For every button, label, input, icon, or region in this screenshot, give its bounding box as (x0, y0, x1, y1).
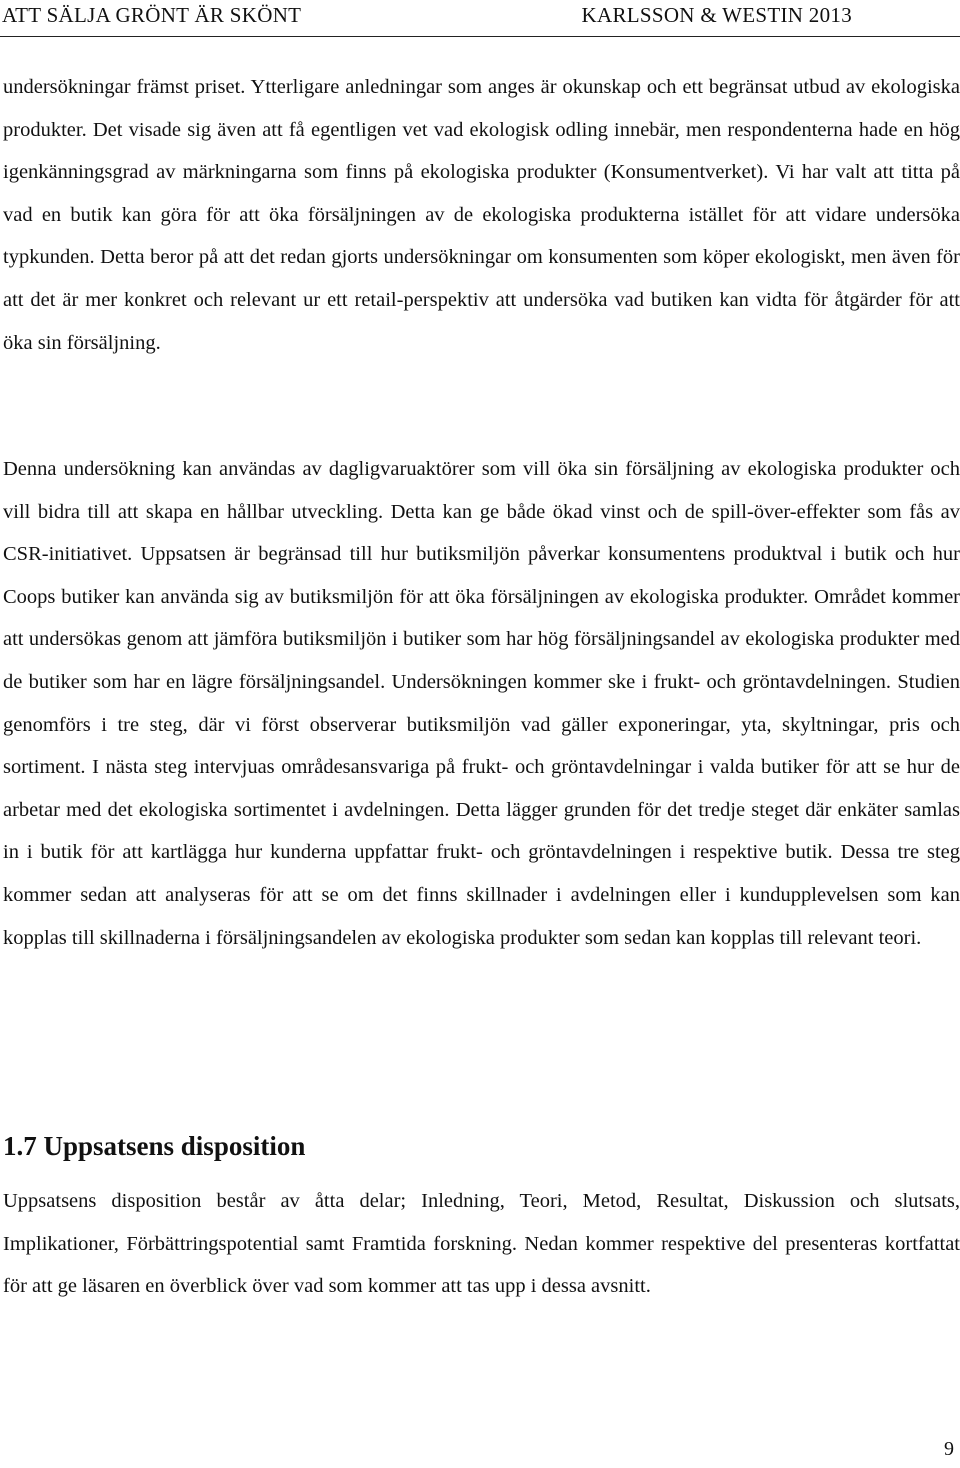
page-number: 9 (944, 1438, 954, 1460)
section-heading: 1.7 Uppsatsens disposition (3, 1131, 306, 1161)
body-paragraph: Denna undersökning kan användas av dagligvaruaktörer som vill öka sin försäljning av ekologiska produkter och vill bidra till att skapa en hållbar utveckling. Detta kan ge både ökad vinst och de spill-över-effekter som fås av CSR-initiativet. Uppsatsen är begränsad till hur butiksmiljön påverkar konsumentens produktval i butik och hur Coops butiker kan använda sig av butiksmiljön för att öka försäljningen av ekologiska produkter. Området kommer att undersökas genom att jämföra butiksmiljön i butiker som har hög försäljningsandel av ekologiska produkter med de butiker som har en lägre försäljningsandel. Undersökningen kommer ske i frukt- och gröntavdelningen. Studien genomförs i tre steg, där vi först observerar butiksmiljön vad gäller exponeringar, yta, skyltningar, pris och sortiment. I nästa steg intervjuas områdesansvariga på frukt- och gröntavdelningar i valda butiker för att se hur de arbetar med det ekologiska sortimentet i avdelningen. Detta lägger grunden för det tredje steget där enkäter samlas in i butik för att kartlägga hur kunderna uppfattar frukt- och gröntavdelningen i respektive butik. Dessa tre steg kommer sedan att analyseras för att se om det finns skillnader i avdelningen eller i kundupplevelsen som kan kopplas till skillnaderna i försäljningsandelen av ekologiska produkter som sedan kan kopplas till relevant teori. (3, 458, 960, 949)
running-header (0, 0, 960, 37)
section-paragraph: Uppsatsens disposition består av åtta delar; Inledning, Teori, Metod, Resultat, Diskussion och slutsats, Implikationer, Förbättringspotential samt Framtida forskning. Nedan kommer respektive del presenteras kortfattat för att ge läsaren en överblick över vad som kommer att tas upp i dessa avsnitt. (3, 1190, 960, 1298)
header-title: ATT SÄLJA GRÖNT ÄR SKÖNT (2, 3, 302, 27)
header-authors: KARLSSON & WESTIN 2013 (581, 3, 852, 27)
body-paragraph: undersökningar främst priset. Ytterligare anledningar som anges är okunskap och ett begränsat utbud av ekologiska produkter. Det visade sig även att få egentligen vet vad ekologisk odling innebär, men respondenterna hade en hög igenkänningsgrad av märkningarna som finns på ekologiska produkter (Konsumentverket). Vi har valt att titta på vad en butik kan göra för att öka försäljningen av de ekologiska produkterna istället för att vidare undersöka typkunden. Detta beror på att det redan gjorts undersökningar om konsumenten som köper ekologiskt, men även för att det är mer konkret och relevant ur ett retail-perspektiv att undersöka vad butiken kan vidta för åtgärder för att öka sin försäljning. (3, 76, 960, 354)
